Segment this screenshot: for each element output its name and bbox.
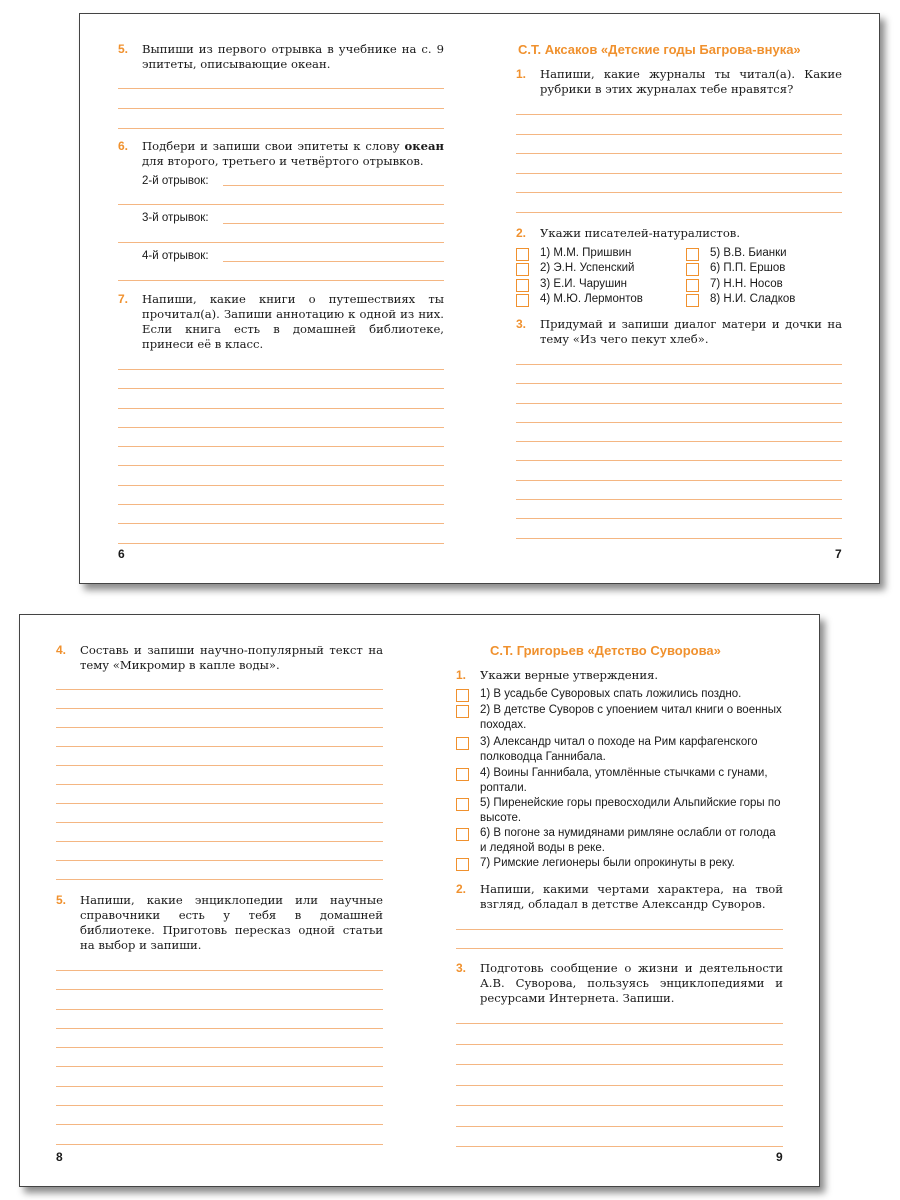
answer-line[interactable] (516, 403, 842, 404)
answer-line[interactable] (56, 822, 383, 823)
answer-line[interactable] (456, 1064, 783, 1065)
answer-line[interactable] (118, 427, 444, 428)
page-number: 6 (118, 547, 125, 561)
statement-checkbox[interactable] (456, 737, 469, 750)
answer-line[interactable] (456, 929, 783, 930)
page-8 (20, 615, 419, 1186)
workbook-spread-top (79, 13, 880, 584)
answer-line[interactable] (56, 1144, 383, 1145)
answer-line[interactable] (56, 1028, 383, 1029)
page-6 (80, 14, 479, 583)
answer-line[interactable] (223, 185, 444, 186)
answer-line[interactable] (516, 383, 842, 384)
excerpt-label-4: 4-й отрывок: (142, 250, 209, 262)
answer-line[interactable] (118, 388, 444, 389)
writer-option-label: 6) П.П. Ершов (710, 262, 786, 275)
answer-lines[interactable] (456, 929, 783, 949)
page-number: 8 (56, 1150, 63, 1164)
writer-option-label: 7) Н.Н. Носов (710, 277, 783, 290)
answer-line[interactable] (118, 408, 444, 409)
answer-lines[interactable] (56, 689, 383, 880)
answer-line[interactable] (118, 485, 444, 486)
task-3 (456, 961, 783, 1006)
task-5 (56, 893, 383, 953)
task-text: Напиши, какие журналы ты читал(а). Какие рубрики в этих журналах тебе нравятся? (540, 67, 842, 96)
answer-line[interactable] (118, 369, 444, 370)
task-5 (118, 42, 444, 72)
answer-line[interactable] (56, 1105, 383, 1106)
answer-lines[interactable] (456, 1023, 783, 1147)
answer-line[interactable] (456, 948, 783, 949)
answer-line[interactable] (516, 480, 842, 481)
answer-line[interactable] (456, 1044, 783, 1045)
answer-lines[interactable] (118, 369, 444, 544)
statement-checkbox[interactable] (456, 768, 469, 781)
statement-text: 1) В усадьбе Суворовых спать ложились поздно. (480, 688, 742, 700)
task-number: 2. (456, 882, 467, 896)
answer-line[interactable] (456, 1105, 783, 1106)
writer-checkbox[interactable] (516, 294, 529, 307)
task-number: 3. (516, 317, 527, 331)
writer-checkbox[interactable] (686, 279, 699, 292)
answer-line[interactable] (56, 746, 383, 747)
task-text: Составь и запиши научно-популярный текст на тему «Микромир в капле воды». (80, 643, 383, 672)
answer-line[interactable] (118, 543, 444, 544)
answer-line[interactable] (516, 364, 842, 365)
answer-line[interactable] (118, 242, 444, 243)
task-text: Выпиши из первого отрывка в учебнике на с. 9 эпитеты, описывающие океан. (142, 42, 444, 71)
answer-line[interactable] (56, 708, 383, 709)
task-number: 3. (456, 961, 467, 975)
answer-line[interactable] (516, 422, 842, 423)
task-6 (118, 139, 444, 169)
task-text: Напиши, какие книги о путешествиях ты прочитал(а). Запиши аннотацию к одной из них. Если книга есть в домашней библиотеке, принеси её в класс. (142, 292, 444, 351)
task-text: Напиши, какие энциклопедии или научные справочники есть у тебя в домашней библиотеке. Приготовь пересказ одной статьи на выбор и запиши. (80, 893, 383, 952)
answer-line[interactable] (56, 803, 383, 804)
answer-line[interactable] (56, 841, 383, 842)
writer-checkbox[interactable] (516, 279, 529, 292)
writer-checkbox[interactable] (686, 263, 699, 276)
task-number: 2. (516, 226, 527, 240)
page-7 (480, 14, 879, 583)
statement-checkbox[interactable] (456, 828, 469, 841)
answer-line[interactable] (56, 1124, 383, 1125)
answer-line[interactable] (56, 1066, 383, 1067)
task-4 (56, 643, 383, 673)
answer-lines[interactable] (56, 970, 383, 1145)
task-2 (516, 226, 842, 241)
statement-text: 4) Воины Ганнибала, утомлённые стычками с гунами, роптали. (480, 767, 768, 794)
task-number: 1. (516, 67, 527, 81)
answer-line[interactable] (516, 212, 842, 213)
answer-line[interactable] (56, 727, 383, 728)
answer-line[interactable] (118, 446, 444, 447)
task-number: 5. (118, 42, 129, 56)
statement-checkbox[interactable] (456, 858, 469, 871)
answer-line[interactable] (516, 538, 842, 539)
writer-checkbox[interactable] (516, 248, 529, 261)
statement-text: 5) Пиренейские горы превосходили Альпийские горы по высоте. (480, 797, 781, 824)
answer-line[interactable] (516, 518, 842, 519)
answer-line[interactable] (56, 1009, 383, 1010)
answer-line[interactable] (118, 523, 444, 524)
task-text: Укажи писателей-натуралистов. (540, 226, 741, 240)
answer-lines[interactable] (118, 88, 444, 129)
task-number: 1. (456, 668, 467, 682)
writer-checkbox[interactable] (686, 248, 699, 261)
writer-option-label: 3) Е.И. Чарушин (540, 277, 628, 290)
answer-line[interactable] (56, 1086, 383, 1087)
writer-option-label: 1) М.М. Пришвин (540, 247, 632, 259)
answer-line[interactable] (456, 1146, 783, 1147)
answer-line[interactable] (456, 1085, 783, 1086)
answer-line[interactable] (516, 114, 842, 115)
answer-line[interactable] (118, 504, 444, 505)
statement-text: 7) Римские легионеры были опрокинуты в реку. (480, 857, 735, 869)
page-9 (420, 615, 819, 1186)
task-number: 5. (56, 893, 67, 907)
task-text: Подбери и запиши свои эпитеты к слову океан для второго, третьего и четвёртого отрывков. (142, 139, 444, 168)
answer-line[interactable] (118, 204, 444, 205)
task-text: Придумай и запиши диалог матери и дочки на тему «Из чего пекут хлеб». (540, 317, 842, 346)
answer-lines[interactable] (516, 364, 842, 539)
answer-line[interactable] (516, 173, 842, 174)
answer-line[interactable] (223, 223, 444, 224)
answer-line[interactable] (118, 280, 444, 281)
answer-line[interactable] (56, 860, 383, 861)
answer-line[interactable] (56, 689, 383, 690)
task-text: Подготовь сообщение о жизни и деятельности А.В. Суворова, пользуясь энциклопедиями и ресурсами Интернета. Запиши. (480, 961, 783, 1005)
answer-line[interactable] (118, 465, 444, 466)
answer-line[interactable] (56, 879, 383, 880)
statement-checkbox[interactable] (456, 689, 469, 702)
task-number: 6. (118, 139, 129, 153)
answer-lines[interactable] (516, 114, 842, 213)
answer-line[interactable] (223, 261, 444, 262)
writer-option-label: 2) Э.Н. Успенский (540, 262, 635, 275)
excerpt-label-2: 2-й отрывок: (142, 175, 209, 187)
answer-line[interactable] (516, 192, 842, 193)
section-heading: С.Т. Григорьев «Детство Суворова» (490, 643, 721, 658)
task-text: Напиши, какими чертами характера, на твой взгляд, обладал в детстве Александр Суворов. (480, 882, 783, 911)
answer-line[interactable] (516, 134, 842, 135)
statement-text: 3) Александр читал о походе на Рим карфагенского полководца Ганнибала. (480, 736, 758, 763)
writer-option-label: 8) Н.И. Сладков (710, 292, 796, 305)
task-2 (456, 882, 783, 912)
statement-checkbox[interactable] (456, 798, 469, 811)
answer-line[interactable] (56, 765, 383, 766)
statement-checkbox[interactable] (456, 705, 469, 718)
task-1 (456, 668, 783, 683)
task-number: 7. (118, 292, 129, 306)
statement-text: 2) В детстве Суворов с упоением читал книги о военных походах. (480, 704, 782, 731)
task-number: 4. (56, 643, 67, 657)
writer-option-label: 4) М.Ю. Лермонтов (540, 292, 643, 305)
excerpt-label-3: 3-й отрывок: (142, 212, 209, 224)
writer-checkbox[interactable] (686, 294, 699, 307)
task-text: Укажи верные утверждения. (480, 668, 659, 682)
answer-line[interactable] (456, 1126, 783, 1127)
task-3 (516, 317, 842, 347)
keyword-ocean: океан (404, 139, 444, 153)
page-number: 9 (776, 1150, 783, 1164)
task-1 (516, 67, 842, 97)
page-number: 7 (835, 547, 842, 561)
statement-text: 6) В погоне за нумидянами римляне ослабли от голода и ледяной воды в реке. (480, 827, 776, 854)
answer-line[interactable] (516, 499, 842, 500)
answer-line[interactable] (56, 989, 383, 990)
answer-line[interactable] (516, 441, 842, 442)
answer-line[interactable] (516, 460, 842, 461)
task-7 (118, 292, 444, 352)
answer-line[interactable] (56, 970, 383, 971)
answer-line[interactable] (456, 1023, 783, 1024)
answer-line[interactable] (516, 153, 842, 154)
section-heading: С.Т. Аксаков «Детские годы Багрова-внука» (518, 42, 801, 57)
answer-line[interactable] (56, 784, 383, 785)
writer-option-label: 5) В.В. Бианки (710, 247, 787, 259)
answer-line[interactable] (56, 1047, 383, 1048)
writer-checkbox[interactable] (516, 263, 529, 276)
workbook-spread-bottom (19, 614, 820, 1187)
